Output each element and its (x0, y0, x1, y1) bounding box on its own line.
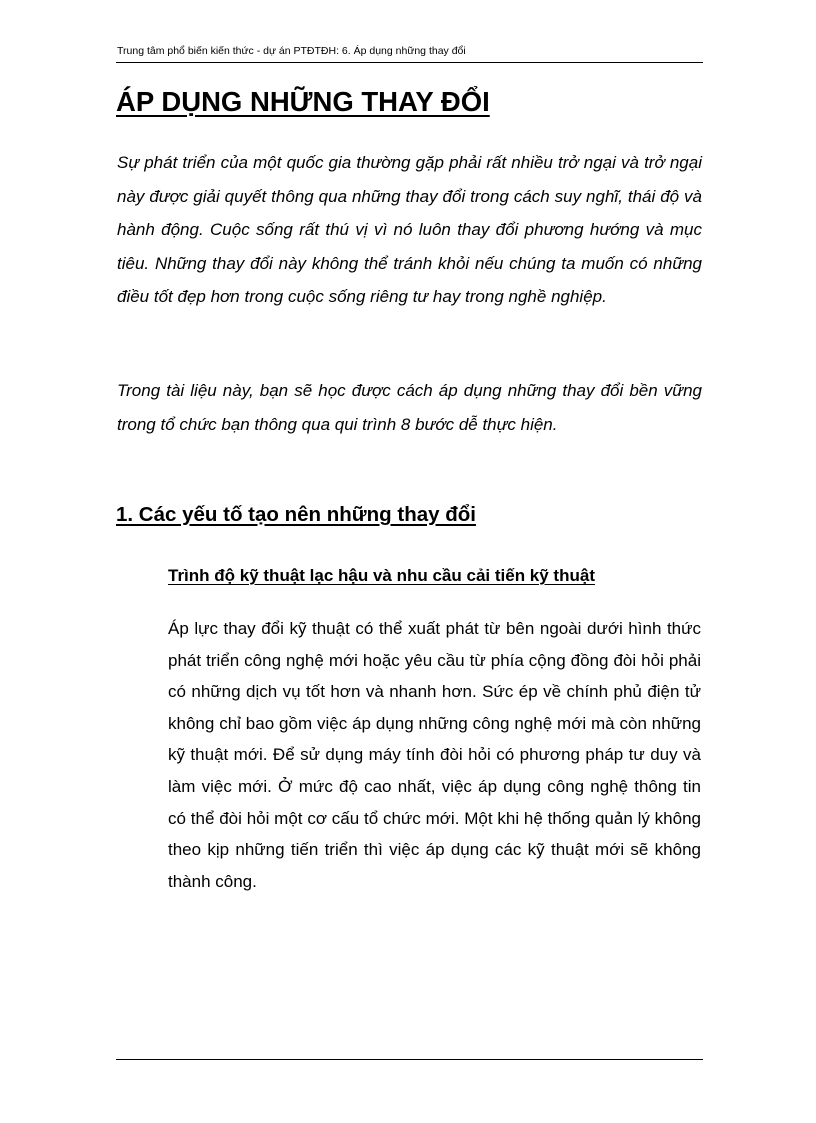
page-title: ÁP DỤNG NHỮNG THAY ĐỔI (116, 86, 490, 117)
running-header: Trung tâm phổ biến kiến thức - dự án PTĐTĐH: 6. Áp dụng những thay đổi (117, 45, 466, 57)
header-divider (116, 62, 703, 63)
footer-divider (116, 1059, 703, 1060)
section-heading: 1. Các yếu tố tạo nên những thay đổi (116, 503, 476, 526)
intro-paragraph: Trong tài liệu này, bạn sẽ học được cách áp dụng những thay đổi bền vững trong tổ chức bạn thông qua qui trình 8 bước dễ thực hiện. (117, 381, 702, 434)
intro-paragraph: Sự phát triển của một quốc gia thường gặp phải rất nhiều trở ngại và trở ngại này được giải quyết thông qua những thay đổi trong cách suy nghĩ, thái độ và hành động. Cuộc sống rất thú vị vì nó luôn thay đổi phương hướng và mục tiêu. Những thay đổi này không thể tránh khỏi nếu chúng ta muốn có những điều tốt đẹp hơn trong cuộc sống riêng tư hay trong nghề nghiệp. (117, 153, 702, 306)
body-paragraph: Áp lực thay đổi kỹ thuật có thể xuất phát từ bên ngoài dưới hình thức phát triển công nghệ mới hoặc yêu cầu từ phía cộng đồng đòi hỏi phải có những dịch vụ tốt hơn và nhanh hơn. Sức ép về chính phủ điện tử không chỉ bao gồm việc áp dụng những công nghệ mới mà còn những kỹ thuật mới. Để sử dụng máy tính đòi hỏi có phương pháp tư duy và làm việc mới. Ở mức độ cao nhất, việc áp dụng công nghệ thông tin có thể đòi hỏi một cơ cấu tổ chức mới. Một khi hệ thống quản lý không theo kịp những tiến triển thì việc áp dụng các kỹ thuật mới sẽ không thành công. (168, 619, 701, 891)
subsection-heading: Trình độ kỹ thuật lạc hậu và nhu cầu cải tiến kỹ thuật (168, 566, 595, 585)
